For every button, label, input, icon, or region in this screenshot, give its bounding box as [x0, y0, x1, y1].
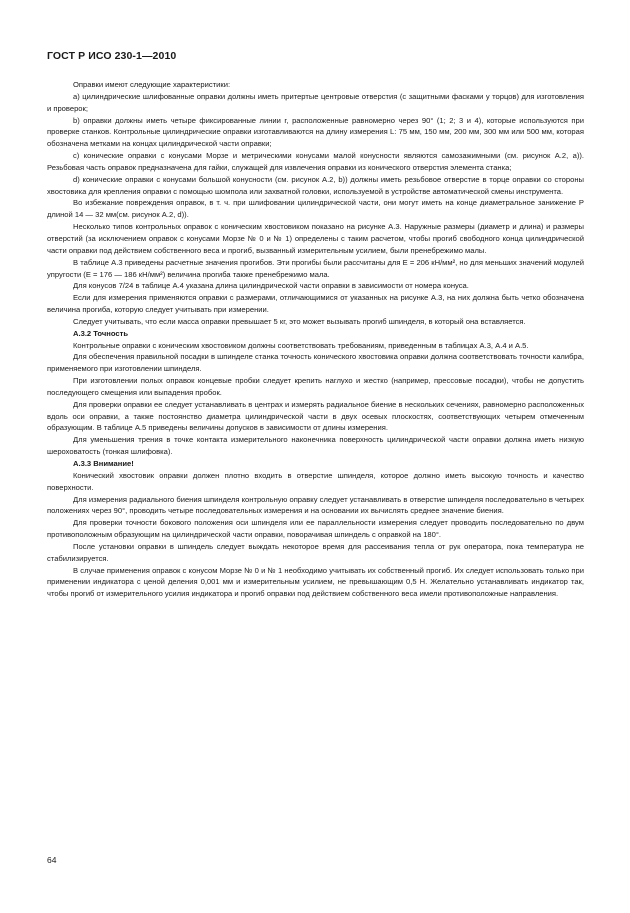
document-header: ГОСТ Р ИСО 230-1—2010: [47, 50, 177, 62]
body-paragraph: Для конусов 7/24 в таблице А.4 указана длина цилиндрической части оправки в зависимости от номера конуса.: [73, 281, 469, 291]
body-paragraph: Конический хвостовик оправки должен плотно входить в отверстие шпинделя, которое должно иметь высокую точность и качество поверхности.: [47, 470, 584, 492]
body-paragraph: Если для измерения применяются оправки с размерами, отличающимися от указанных на рисунке А.3, на них должна быть четко обозначена величина прогиба, которую следует учитывать при измерении.: [47, 293, 584, 315]
body-paragraph: Для проверки оправки ее следует устанавливать в центрах и измерять радиальное биение в нескольких сечениях, равномерно расположенных вдоль оси оправки, а также постоянство диаметра цилиндрической части в двух осевых плоскостях, соответствующих четырем отмеченным образующим. В таблице А.5 приведены величины допусков в зависимости от длины измерения.: [47, 399, 584, 433]
section-subheading: А.3.3 Внимание!: [73, 459, 134, 468]
body-paragraph: d) конические оправки с конусами большой конусности (см. рисунок А.2, b)) должны иметь резьбовое отверстие в торце оправки со стороны хвостовика для крепления оправки с помощью шомпола или захватной головки, используемой в устройстве автоматической смены инструмента.: [47, 174, 584, 196]
document-body: [47, 79, 584, 600]
body-paragraph: Для уменьшения трения в точке контакта измерительного наконечника поверхность цилиндрической части оправки должна иметь низкую шероховатость (тонкая шлифовка).: [47, 435, 584, 457]
body-paragraph: a) цилиндрические шлифованные оправки должны иметь притертые центровые отверстия (с защитными фасками у торцов) для изготовления и проверок;: [47, 91, 584, 113]
section-subheading: А.3.2 Точность: [73, 328, 129, 338]
body-paragraph: В случае применения оправок с конусом Морзе № 0 и № 1 необходимо учитывать их собственный прогиб. Их следует использовать только при применении индикатора с ценой деления 0,001 мм и измерительным усилием, не превышающим 0,5 Н. Желательно устанавливать индикатор так, чтобы прогиб от измерительного усилия индикатора и прогиб оправки под действием собственного веса имели противоположные направления.: [47, 565, 584, 599]
body-paragraph: Контрольные оправки с коническим хвостовиком должны соответствовать требованиям, приведенным в таблицах А.3, А.4 и А.5.: [73, 340, 529, 350]
page-number: 64: [47, 855, 57, 865]
body-paragraph: c) конические оправки с конусами Морзе и метрическими конусами малой конусности являются самозажимными (см. рисунок А.2, а)). Резьбовая часть оправок предназначена для гайки, служащей для извлечения оправки из конического отверстия элемента станка;: [47, 151, 584, 172]
body-paragraph: Для проверки точности бокового положения оси шпинделя или ее параллельности измерения следует проводить последовательно по двум противоположным образующим на цилиндрической части оправки, поворачивая шпиндель с оправкой на 180°.: [47, 518, 584, 540]
body-paragraph: В таблице А.3 приведены расчетные значения прогибов. Эти прогибы были рассчитаны для E = 206 кН/мм², но для меньших значений модулей упругости (E = 176 — 186 кН/мм²) величина прогиба также пренебрежимо мала.: [47, 257, 584, 279]
body-paragraph: b) оправки должны иметь четыре фиксированные линии r, расположенные равномерно через 90° (1; 2; 3 и 4), которые используются при проверке станков. Контрольные цилиндрические оправки изготавливаются на длину измерения L: 75 мм, 150 мм, 200 мм, 300 мм или 500 мм, которая обозначена метками на концах цилиндрической части оправки;: [47, 115, 584, 149]
body-paragraph: После установки оправки в шпиндель следует выждать некоторое время для рассеивания тепла от рук оператора, пока температура не стабилизируется.: [47, 541, 584, 563]
body-paragraph: Во избежание повреждения оправок, в т. ч. при шлифовании цилиндрической части, они могут иметь на конце диаметральное занижение P длиной 14 — 32 мм(см. рисунок А.2, d)).: [47, 198, 584, 220]
body-paragraph: Оправки имеют следующие характеристики:: [73, 80, 231, 89]
body-paragraph: Несколько типов контрольных оправок с коническим хвостовиком показано на рисунке А.3. Наружные размеры (диаметр и длина) и размеры отверстий (за исключением оправок с конусами Морзе № 0 и № 1) определены с таким расчетом, чтобы прогиб свободного конца цилиндрической части оправки под действием собственного веса и прогиб, вызванный измерительным усилием, были пренебрежимо малы.: [47, 222, 584, 255]
body-paragraph: При изготовлении полых оправок концевые пробки следует крепить наглухо и жестко (например, прессовые посадки), чтобы не допустить последующего смещения или выпадения пробок.: [47, 376, 584, 397]
body-paragraph: Для измерения радиального биения шпинделя контрольную оправку следует устанавливать в отверстие шпинделя последовательно в четырех положениях через 90°, проводить четыре последовательных измерения и на основании их вычислять среднее значение биения.: [47, 494, 584, 516]
body-paragraph: Для обеспечения правильной посадки в шпинделе станка точность конического хвостовика оправки должна соответствовать точности калибра, применяемого при изготовлении шпинделя.: [47, 352, 584, 374]
body-paragraph: Следует учитывать, что если масса оправки превышает 5 кг, это может вызывать прогиб шпинделя, в который она вставляется.: [73, 316, 526, 326]
